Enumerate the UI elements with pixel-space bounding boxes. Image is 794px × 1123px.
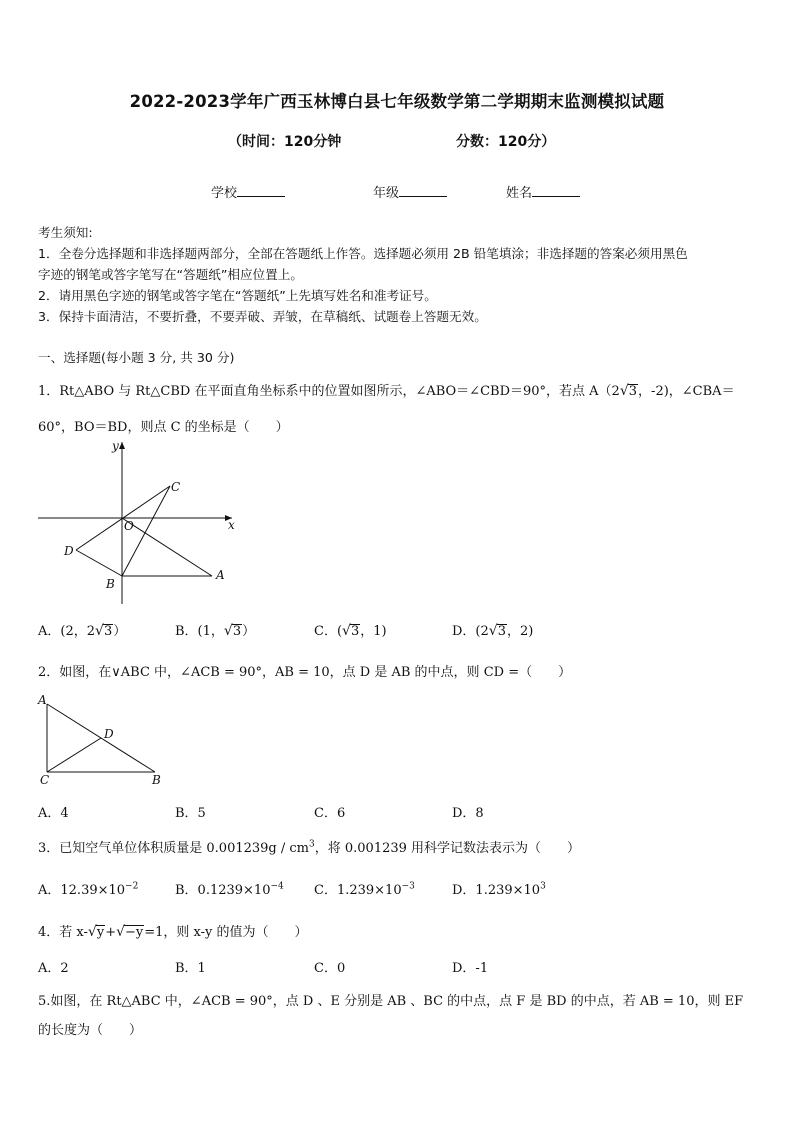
question-3-text-a: 3．已知空气单位体积质量是 0.001239g / cm	[38, 841, 310, 856]
notice-item-3: 3．保持卡面清洁，不要折叠，不要弄破、弄皱，在草稿纸、试题卷上答题无效。	[38, 309, 487, 324]
label-C: C	[40, 773, 50, 787]
option-a-text: A．(2，2	[38, 624, 96, 639]
question-1-line-2: 60°，BO＝BD，则点 C 的坐标是（ ）	[38, 420, 289, 435]
question-3-option-c[interactable]	[314, 879, 415, 898]
question-3-option-a[interactable]	[38, 879, 138, 898]
notice-heading: 考生须知:	[38, 225, 93, 240]
question-2-option-b[interactable]: B．5	[175, 806, 206, 821]
question-1-figure	[36, 436, 246, 606]
label-y: y	[112, 439, 119, 453]
exam-score: 分数：120分）	[456, 134, 556, 150]
option-b-text: B．0.1239×10	[175, 883, 271, 898]
question-4-radicand-1: y	[96, 925, 105, 940]
option-b-radicand: 3	[232, 624, 242, 639]
question-3-option-b[interactable]	[175, 879, 284, 898]
label-A: A	[216, 568, 225, 582]
label-B: B	[106, 577, 115, 591]
question-5-line-1: 5.如图，在 Rt△ABC 中，∠ACB = 90°，点 D 、E 分别是 AB 、BC 的中点，点 F 是 BD 的中点，若 AB = 10，则 EF	[38, 994, 744, 1009]
question-4-text: 4．若 x-√y+√−y=1，则 x-y 的值为（ ）	[38, 924, 308, 940]
question-3-text-b: ，将 0.001239 用科学记数法表示为（ ）	[314, 841, 581, 856]
question-4-option-d[interactable]: D．-1	[452, 961, 489, 976]
option-a-tail: ）	[113, 624, 127, 639]
question-1-option-a[interactable]: A．(2，2√3）	[38, 623, 127, 639]
name-label: 姓名	[506, 186, 533, 201]
school-label: 学校	[211, 186, 238, 201]
label-B: B	[152, 773, 161, 787]
question-4-option-b[interactable]: B．1	[175, 961, 206, 976]
question-1-option-d[interactable]: D．(2√3，2)	[452, 623, 534, 639]
question-3-text	[38, 837, 580, 856]
question-4-option-c[interactable]: C．0	[314, 961, 346, 976]
question-2-figure	[34, 692, 174, 792]
label-C: C	[171, 480, 181, 494]
option-c-exp: −3	[401, 881, 415, 892]
option-a-text: A．12.39×10	[38, 883, 126, 898]
notice-item-1-line-1: 1．全卷分选择题和非选择题两部分，全部在答题纸上作答。选择题必须用 2B 铅笔填涂；非选择题的答案必须用黑色	[38, 246, 688, 261]
page-title: 2022-2023学年广西玉林博白县七年级数学第二学期期末监测模拟试题	[129, 92, 665, 111]
option-d-exp: 3	[540, 881, 546, 892]
option-d-text: D．(2	[452, 624, 489, 639]
question-1-option-c[interactable]: C．(√3，1)	[314, 623, 387, 639]
option-a-radicand: 3	[103, 624, 113, 639]
grade-field	[373, 182, 447, 201]
question-3-option-d[interactable]	[452, 879, 546, 898]
label-x: x	[228, 518, 235, 532]
grade-blank[interactable]	[399, 184, 447, 197]
option-c-tail: ，1)	[360, 624, 387, 639]
school-blank[interactable]	[237, 184, 285, 197]
option-d-tail: ，2)	[506, 624, 534, 639]
section-heading: 一、选择题(每小题 3 分, 共 30 分)	[38, 350, 235, 365]
question-4-plus: +	[105, 925, 117, 940]
option-b-exp: −4	[270, 881, 284, 892]
exam-time: （时间：120分钟	[228, 134, 342, 150]
question-3-sup: 3	[309, 839, 315, 850]
question-5-line-2: 的长度为（ ）	[38, 1023, 143, 1038]
option-b-tail: ）	[242, 624, 256, 639]
question-1-option-b[interactable]: B．(1，√3）	[175, 623, 256, 639]
question-4-option-a[interactable]: A．2	[38, 961, 69, 976]
question-1-line-1: 1．Rt△ABO 与 Rt△CBD 在平面直角坐标系中的位置如图所示，∠ABO＝∠CBD＝90°，若点 A（2√3，-2)，∠CBA＝	[38, 383, 735, 399]
question-4-text-c: =1，则 x-y 的值为（ ）	[144, 925, 308, 940]
grade-label: 年级	[373, 186, 400, 201]
question-2-text: 2．如图，在∨ABC 中，∠ACB = 90°，AB = 10，点 D 是 AB 的中点，则 CD =（ ）	[38, 665, 572, 680]
question-4-text-a: 4．若 x-	[38, 925, 88, 940]
notice-item-1-line-2: 字迹的钢笔或答字笔写在“答题纸”相应位置上。	[38, 267, 303, 282]
option-d-text: D．1.239×10	[452, 883, 541, 898]
question-4-radicand-2: −y	[125, 925, 144, 940]
option-b-text: B．(1，	[175, 624, 224, 639]
school-field	[211, 182, 285, 201]
name-blank[interactable]	[532, 184, 580, 197]
name-field	[506, 182, 580, 201]
label-A: A	[38, 693, 47, 707]
option-c-text: C．(	[314, 624, 343, 639]
question-2-option-c[interactable]: C．6	[314, 806, 346, 821]
question-2-option-a[interactable]: A．4	[38, 806, 69, 821]
label-D: D	[104, 727, 114, 741]
question-1-radicand: 3	[628, 384, 638, 399]
label-O: O	[124, 519, 134, 533]
option-c-text: C．1.239×10	[314, 883, 402, 898]
option-a-exp: −2	[125, 881, 139, 892]
question-2-option-d[interactable]: D．8	[452, 806, 484, 821]
option-d-radicand: 3	[497, 624, 506, 639]
option-c-radicand: 3	[350, 624, 360, 639]
question-1-text-a: 1．Rt△ABO 与 Rt△CBD 在平面直角坐标系中的位置如图所示，∠ABO＝∠CBD＝90°，若点 A（2	[38, 384, 620, 399]
label-D: D	[64, 544, 74, 558]
notice-item-2: 2．请用黑色字迹的钢笔或答字笔在“答题纸”上先填写姓名和准考证号。	[38, 288, 437, 303]
question-1-text-b: ，-2)，∠CBA＝	[638, 384, 735, 399]
